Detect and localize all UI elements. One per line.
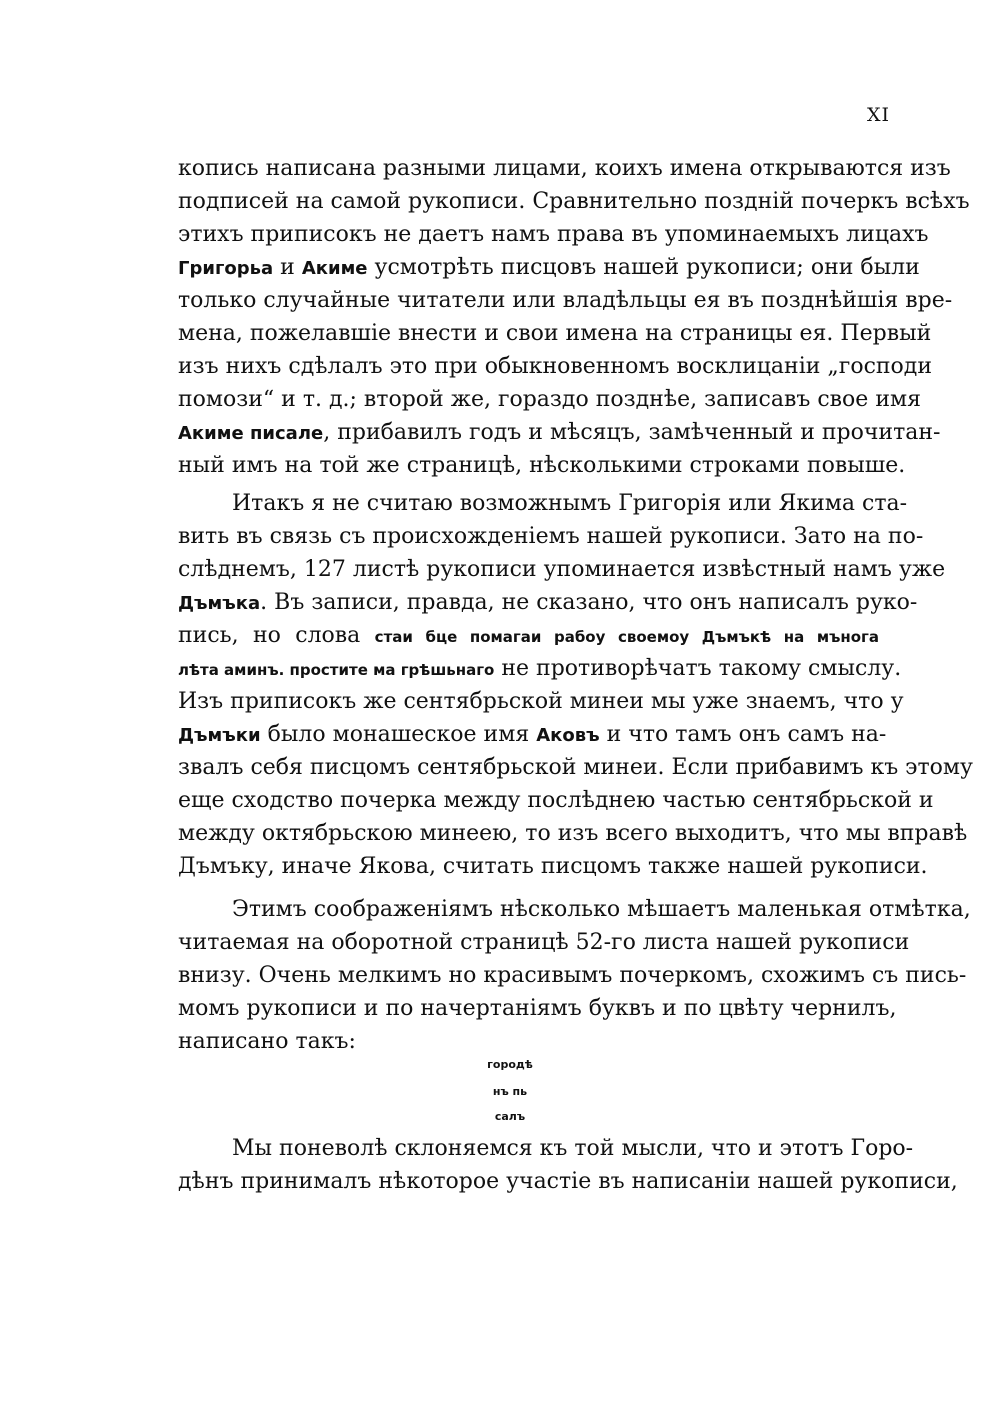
text-line: читаемая на оборотной страницѣ 52-го листа нашей рукописи xyxy=(178,930,910,955)
slavonic-quote: лѣта аминъ. простите ма грѣшьнаго xyxy=(178,661,495,679)
text-line xyxy=(178,652,902,686)
text-line: дѣнъ принималъ нѣкоторое участіе въ написаніи нашей рукописи, xyxy=(178,1169,958,1194)
text-line: Дъмъку, иначе Якова, считать писцомъ также нашей рукописи. xyxy=(178,854,928,879)
text-fragment: и xyxy=(273,255,302,280)
text-line: подписей на самой рукописи. Сравнительно поздній почеркъ всѣхъ xyxy=(178,189,970,214)
paragraph-first-line: Итакъ я не считаю возможнымъ Григорія или Якима ста- xyxy=(232,491,908,516)
text-line xyxy=(178,586,918,620)
text-line: между октябрьскою минеею, то изъ всего выходитъ, что мы вправѣ xyxy=(178,821,968,846)
slavonic-name: Акиме xyxy=(301,258,368,279)
text-line: написано такъ: xyxy=(178,1029,356,1054)
slavonic-name: Дъмъка xyxy=(178,593,261,614)
text-fragment: было монашеское имя xyxy=(260,722,537,747)
text-line: Изъ приписокъ же сентябрьской минеи мы уже знаемъ, что у xyxy=(178,689,904,714)
slavonic-quote: стаи бце помагаи рабоу своемоу Дъмъкѣ на мънога xyxy=(374,628,879,646)
slavonic-name: Аковъ xyxy=(536,725,600,746)
slavonic-name: Дъмъки xyxy=(178,725,261,746)
slavonic-quote: Акиме писале xyxy=(178,423,324,444)
text-line: этихъ приписокъ не даетъ намъ права въ упоминаемыхъ лицахъ xyxy=(178,222,929,247)
text-fragment: , прибавилъ годъ и мѣсяцъ, замѣченный и прочитан- xyxy=(323,420,941,445)
text-line: внизу. Очень мелкимъ но красивымъ почеркомъ, схожимъ съ пись- xyxy=(178,963,967,988)
text-line: копись написана разными лицами, коихъ имена открываются изъ xyxy=(178,156,951,181)
text-line: помози“ и т. д.; второй же, гораздо позднѣе, записавъ свое имя xyxy=(178,387,921,412)
text-fragment: усмотрѣть писцовъ нашей рукописи; они были xyxy=(367,255,920,280)
text-fragment: не противорѣчатъ такому смыслу. xyxy=(494,656,902,681)
text-line xyxy=(178,416,941,450)
text-fragment: пись, но слова xyxy=(178,623,375,648)
text-fragment: и что тамъ онъ самъ на- xyxy=(599,722,887,747)
text-line xyxy=(178,619,879,653)
text-line: еще сходство почерка между послѣднею частью сентябрьской и xyxy=(178,788,934,813)
text-line: вить въ связь съ происхожденіемъ нашей рукописи. Зато на по- xyxy=(178,524,924,549)
text-fragment: . Въ записи, правда, не сказано, что онъ написалъ руко- xyxy=(260,590,918,615)
text-line: звалъ себя писцомъ сентябрьской минеи. Если прибавимъ къ этому xyxy=(178,755,973,780)
text-line: мена, пожелавшіе внести и свои имена на страницы ея. Первый xyxy=(178,321,932,346)
inscription-line: городѣ xyxy=(487,1058,533,1071)
text-line: изъ нихъ сдѣлалъ это при обыкновенномъ восклицаніи „господи xyxy=(178,354,933,379)
inscription-line: нъ пь xyxy=(492,1085,528,1098)
text-line: слѣднемъ, 127 листѣ рукописи упоминается извѣстный намъ уже xyxy=(178,557,946,582)
paragraph-first-line: Мы поневолѣ склоняемся къ той мысли, что и этотъ Горо- xyxy=(232,1136,914,1161)
text-line: только случайные читатели или владѣльцы ея въ позднѣйшія вре- xyxy=(178,288,953,313)
inscription-line: салъ xyxy=(494,1110,526,1123)
text-line xyxy=(178,251,920,285)
slavonic-name: Григорьа xyxy=(178,258,274,279)
text-line: ный имъ на той же страницѣ, нѣсколькими строками повыше. xyxy=(178,453,906,478)
text-line xyxy=(178,718,887,752)
paragraph-first-line: Этимъ соображеніямъ нѣсколько мѣшаетъ маленькая отмѣтка, xyxy=(232,897,971,922)
page-number: XI xyxy=(866,104,890,126)
text-line: момъ рукописи и по начертаніямъ буквъ и по цвѣту чернилъ, xyxy=(178,996,897,1021)
